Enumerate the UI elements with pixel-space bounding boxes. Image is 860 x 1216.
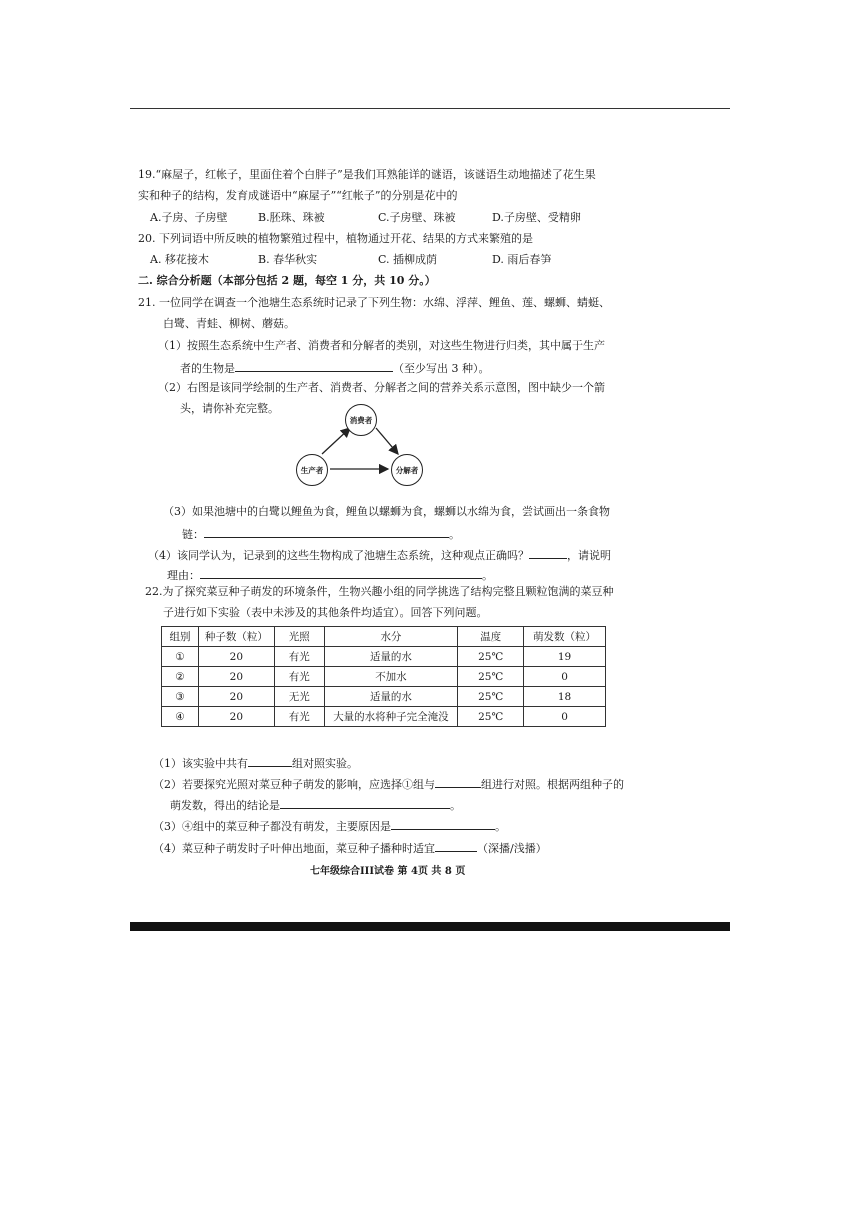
q21-part4-text-end: ，请说明 [567,549,611,562]
table-row [162,687,606,707]
table-cell: ② [162,667,199,687]
q22-line2: 子进行如下实验（表中未涉及的其他条件均适宜）。回答下列问题。 [163,606,488,619]
q20-option-d: D. 雨后春笋 [492,253,552,266]
table-cell: 适量的水 [324,647,458,667]
q21-part1-line1: （1）按照生态系统中生产者、消费者和分解者的类别，对这些生物进行归类，其中属于生产 [158,339,605,352]
table-cell: 大量的水将种子完全淹没 [324,707,458,727]
answer-blank[interactable] [435,840,477,852]
answer-blank[interactable] [248,755,292,767]
producer-node: 生产者 [296,454,328,486]
q22-part2-line2 [170,797,461,813]
q22-part2-end: 。 [450,799,461,812]
table-cell: 0 [524,707,606,727]
answer-blank[interactable] [235,360,393,372]
q19-option-a: A.子房、子房壁 [150,211,228,224]
table-cell: 有光 [274,667,324,687]
decomposer-node: 分解者 [391,454,423,486]
experiment-table [161,626,606,727]
q21-part1-text: 者的生物是 [180,362,235,375]
q21-part4-line2 [167,567,493,583]
table-cell: 19 [524,647,606,667]
column-header: 萌发数（粒） [524,627,606,647]
table-row [162,707,606,727]
answer-blank[interactable] [435,776,481,788]
q21-part3-line2 [182,526,460,542]
table-cell: 适量的水 [324,687,458,707]
answer-blank[interactable] [391,818,495,830]
q22-part3 [153,818,506,834]
section-heading: 二. 综合分析题（本部分包括 2 题，每空 1 分，共 10 分。） [138,274,436,287]
q22-part1-text-end: 组对照实验。 [292,757,358,770]
table-cell: 无光 [274,687,324,707]
q21-line2: 白鹭、青蛙、柳树、蘑菇。 [163,317,295,330]
q21-part3-line1: （3）如果池塘中的白鹭以鲤鱼为食，鲤鱼以螺蛳为食，螺蛳以水绵为食，尝试画出一条食物 [163,505,610,518]
top-rule [130,108,730,109]
table-cell: 20 [198,707,274,727]
q21-part2-line2: 头，请你补充完整。 [180,402,279,415]
table-cell: 不加水 [324,667,458,687]
q22-part2-text-end: 组进行对照。根据两组种子的 [481,778,624,791]
table-cell: 25℃ [458,687,524,707]
q19-option-b: B.胚珠、珠被 [258,211,325,224]
q21-part4-end: 。 [482,569,493,582]
column-header: 种子数（粒） [198,627,274,647]
table-cell: 25℃ [458,647,524,667]
consumer-node: 消费者 [345,404,377,436]
answer-blank[interactable] [280,797,450,809]
q20-option-c: C. 插柳成荫 [378,253,438,266]
q21-part3-end: 。 [449,528,460,541]
column-header: 水分 [324,627,458,647]
table-cell: ③ [162,687,199,707]
page-footer: 七年级综合III试卷 第 4页 共 8 页 [310,866,466,877]
q19-option-c: C.子房壁、珠被 [378,211,456,224]
q22-part4-hint: （深播/浅播） [477,842,547,855]
answer-blank[interactable] [529,547,567,559]
q22-part2-conclusion-label: 萌发数，得出的结论是 [170,799,280,812]
table-cell: 有光 [274,647,324,667]
table-cell: ④ [162,707,199,727]
answer-blank[interactable] [204,526,449,538]
q21-part3-label: 链： [182,528,204,541]
q19-option-d: D.子房壁、受精卵 [492,211,581,224]
q22-part3-text: （3）④组中的菜豆种子都没有萌发，主要原因是 [153,820,391,833]
column-header: 组别 [162,627,199,647]
table-cell: 20 [198,647,274,667]
q21-part1-hint: （至少写出 3 种）。 [393,362,490,375]
q21-part4-reason-label: 理由： [167,569,200,582]
table-cell: 25℃ [458,667,524,687]
table-cell: 0 [524,667,606,687]
table-cell: 25℃ [458,707,524,727]
table-cell: 20 [198,687,274,707]
table-cell: ① [162,647,199,667]
q20-line1: 20. 下列词语中所反映的植物繁殖过程中，植物通过开花、结果的方式来繁殖的是 [138,232,533,245]
q22-part2-line1 [153,776,624,792]
column-header: 光照 [274,627,324,647]
q20-option-b: B. 春华秋实 [258,253,318,266]
answer-blank[interactable] [200,567,482,579]
table-cell: 有光 [274,707,324,727]
bottom-rule [130,922,730,931]
q21-part2-line1: （2）右图是该同学绘制的生产者、消费者、分解者之间的营养关系示意图，图中缺少一个箭 [158,381,605,394]
q22-part1 [153,755,358,771]
q22-part4-text: （4）菜豆种子萌发时子叶伸出地面，菜豆种子播种时适宜 [153,842,435,855]
q19-line2: 实和种子的结构，发育成谜语中“麻屋子”“红帐子”的分别是花中的 [138,189,458,202]
table-header-row [162,627,606,647]
q20-option-a: A. 移花接木 [150,253,209,266]
q21-part1-line2 [180,360,490,376]
table-row [162,667,606,687]
arrow-consumer-to-decomposer [376,428,398,454]
q22-part4 [153,840,547,856]
q21-line1: 21. 一位同学在调查一个池塘生态系统时记录了下列生物：水绵、浮萍、鲤鱼、莲、螺蛳、蜻蜓、 [138,296,610,309]
table-cell: 20 [198,667,274,687]
q22-part2-text: （2）若要探究光照对菜豆种子萌发的影响，应选择①组与 [153,778,435,791]
column-header: 温度 [458,627,524,647]
q22-part3-end: 。 [495,820,506,833]
table-row [162,647,606,667]
q21-part4-line1 [148,547,611,563]
table-cell: 18 [524,687,606,707]
q21-part4-text: （4）该同学认为，记录到的这些生物构成了池塘生态系统，这种观点正确吗？ [148,549,529,562]
q22-part1-text: （1）该实验中共有 [153,757,248,770]
q19-line1: 19.“麻屋子，红帐子，里面住着个白胖子”是我们耳熟能详的谜语，该谜语生动地描述了花生果 [138,168,596,181]
arrow-producer-to-consumer [322,428,350,454]
q22-line1: 22.为了探究菜豆种子萌发的环境条件，生物兴趣小组的同学挑选了结构完整且颗粒饱满的菜豆种 [145,585,614,598]
